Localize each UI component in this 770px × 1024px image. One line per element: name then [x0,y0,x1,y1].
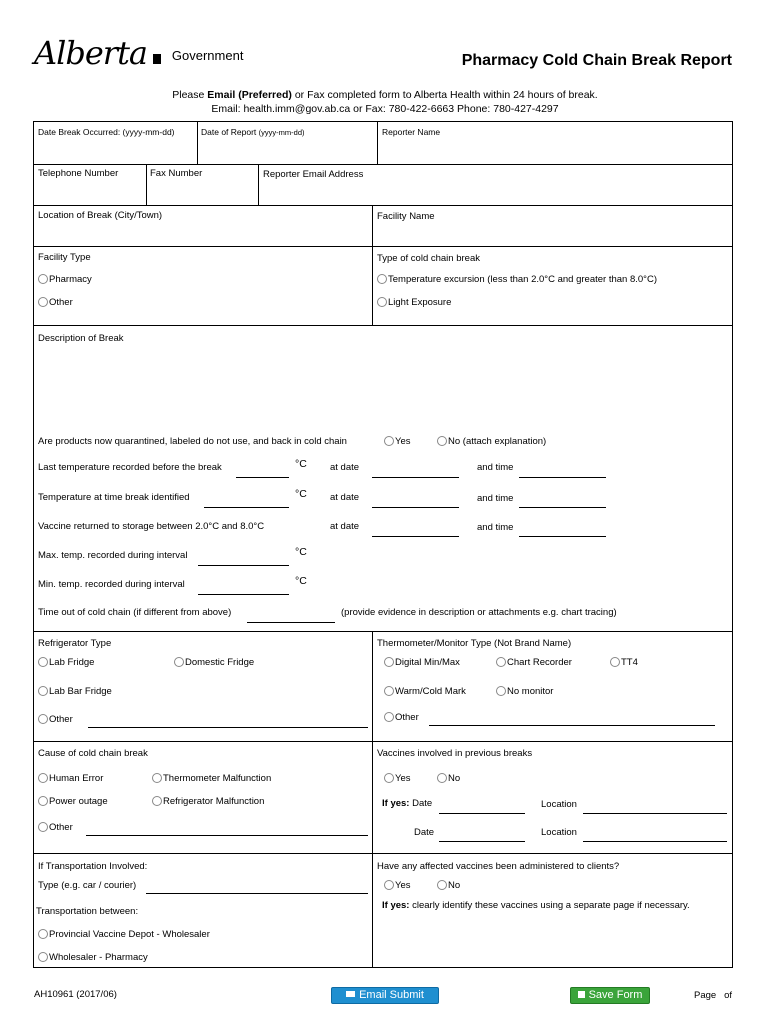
administered-note: If yes: clearly identify these vaccines using a separate page if necessary. [382,900,690,911]
max-temp-unit: °C [295,546,307,558]
time-out-label: Time out of cold chain (if different from above) [38,607,232,618]
facility-name-label: Facility Name [377,211,435,222]
email-submit-button[interactable]: Email Submit [331,987,439,1004]
last-temp-at-date: at date [330,462,360,473]
returned-time-field[interactable] [519,536,606,537]
min-temp-unit: °C [295,575,307,587]
human-error-radio[interactable] [38,773,48,783]
chart-recorder-label: Chart Recorder [507,657,572,668]
facility-other-label: Other [49,297,73,308]
facility-pharmacy-radio[interactable] [38,274,48,284]
last-temp-field[interactable] [236,477,289,478]
thermo-malfunction-label: Thermometer Malfunction [163,773,272,784]
last-temp-date-field[interactable] [372,477,459,478]
fridge-type-label: Refrigerator Type [38,638,112,649]
last-temp-unit: °C [295,458,307,470]
temp-at-break-field[interactable] [204,507,289,508]
tt4-label: TT4 [621,657,638,668]
previous-location-label-1: Location [541,799,577,810]
fridge-malfunction-radio[interactable] [152,796,162,806]
save-icon [578,991,585,998]
digital-radio[interactable] [384,657,394,667]
previous-date-field-1[interactable] [439,813,525,814]
lab-fridge-label: Lab Fridge [49,657,95,668]
previous-yes-label: Yes [395,773,411,784]
power-outage-radio[interactable] [38,796,48,806]
previous-breaks-label: Vaccines involved in previous breaks [377,748,533,759]
description-label: Description of Break [38,333,124,344]
break-temp-label: Temperature excursion (less than 2.0°C and greater than 8.0°C) [388,274,657,285]
quarantine-no-label: No (attach explanation) [448,436,547,447]
quarantine-yes-radio[interactable] [384,436,394,446]
power-outage-label: Power outage [49,796,108,807]
previous-no-radio[interactable] [437,773,447,783]
max-temp-field[interactable] [198,565,289,566]
returned-label: Vaccine returned to storage between 2.0°C and 8.0°C [38,521,265,532]
fridge-other-field[interactable] [88,727,368,728]
depot-wholesaler-radio[interactable] [38,929,48,939]
facility-type-label: Facility Type [38,252,91,263]
break-temp-radio[interactable] [377,274,387,284]
previous-no-label: No [448,773,461,784]
page-title: Pharmacy Cold Chain Break Report [461,52,732,69]
cause-other-field[interactable] [86,835,368,836]
transport-between-label: Transportation between: [36,906,139,917]
date-break-label: Date Break Occurred: (yyyy-mm-dd) [38,127,175,137]
form-code: AH10961 (2017/06) [34,989,117,1000]
cause-other-radio[interactable] [38,822,48,832]
max-temp-label: Max. temp. recorded during interval [38,550,188,561]
administered-yes-label: Yes [395,880,411,891]
last-temp-label: Last temperature recorded before the break [38,462,222,473]
domestic-fridge-radio[interactable] [174,657,184,667]
break-light-label: Light Exposure [388,297,452,308]
previous-date-label-2: Date [414,827,435,838]
depot-wholesaler-label: Provincial Vaccine Depot - Wholesaler [49,929,210,940]
thermo-other-radio[interactable] [384,712,394,722]
fax-label: Fax Number [150,168,203,179]
transport-type-field[interactable] [146,893,368,894]
temp-at-break-unit: °C [295,488,307,500]
administered-yes-radio[interactable] [384,880,394,890]
reporter-name-label: Reporter Name [382,127,441,137]
administered-label: Have any affected vaccines been administered to clients? [377,861,620,872]
min-temp-label: Min. temp. recorded during interval [38,579,185,590]
break-light-radio[interactable] [377,297,387,307]
returned-and-time: and time [477,522,514,533]
date-report-label: Date of Report (yyyy-mm-dd) [201,127,305,137]
human-error-label: Human Error [49,773,104,784]
quarantine-no-radio[interactable] [437,436,447,446]
no-monitor-radio[interactable] [496,686,506,696]
administered-no-radio[interactable] [437,880,447,890]
wholesaler-pharmacy-radio[interactable] [38,952,48,962]
quarantine-yes-label: Yes [395,436,411,447]
flag-icon [153,54,161,64]
evidence-note: (provide evidence in description or attachments e.g. chart tracing) [341,607,617,618]
thermo-other-label: Other [395,712,419,723]
envelope-icon [346,991,355,997]
alberta-logo: Alberta $^{Government}$ [34,34,244,72]
contact-info: Email: health.imm@gov.ab.ca or Fax: 780-422-6663 Phone: 780-427-4297 [211,103,559,115]
facility-pharmacy-label: Pharmacy [49,274,92,285]
quarantine-question: Are products now quarantined, labeled do not use, and back in cold chain [38,436,347,447]
previous-if-yes: If yes: Date [382,798,433,809]
min-temp-field[interactable] [198,594,289,595]
save-form-button[interactable]: Save Form [570,987,650,1004]
fridge-other-radio[interactable] [38,714,48,724]
description-field[interactable] [34,348,732,428]
administered-no-label: No [448,880,461,891]
transport-type-label: Type (e.g. car / courier) [38,880,137,891]
cause-other-label: Other [49,822,73,833]
lab-fridge-radio[interactable] [38,657,48,667]
temp-at-break-date-field[interactable] [372,507,459,508]
temp-at-break-time-field[interactable] [519,507,606,508]
wholesaler-pharmacy-label: Wholesaler - Pharmacy [49,952,148,963]
time-out-field[interactable] [247,622,335,623]
fridge-malfunction-label: Refrigerator Malfunction [163,796,265,807]
thermo-other-field[interactable] [429,725,715,726]
previous-date-field-2[interactable] [439,841,525,842]
previous-yes-radio[interactable] [384,773,394,783]
telephone-label: Telephone Number [38,168,119,179]
domestic-fridge-label: Domestic Fridge [185,657,255,668]
break-type-label: Type of cold chain break [377,253,480,264]
location-label: Location of Break (City/Town) [38,210,163,221]
previous-location-field-2[interactable] [583,841,727,842]
no-monitor-label: No monitor [507,686,554,697]
last-temp-time-field[interactable] [519,477,606,478]
page-label: Page of [694,990,733,1001]
reporter-email-label: Reporter Email Address [263,169,364,180]
last-temp-and-time: and time [477,462,514,473]
cause-label: Cause of cold chain break [38,748,148,759]
thermo-type-label: Thermometer/Monitor Type (Not Brand Name) [377,638,572,649]
chart-recorder-radio[interactable] [496,657,506,667]
lab-bar-fridge-label: Lab Bar Fridge [49,686,112,697]
fridge-other-label: Other [49,714,73,725]
lab-bar-fridge-radio[interactable] [38,686,48,696]
previous-location-label-2: Location [541,827,577,838]
previous-location-field-1[interactable] [583,813,727,814]
returned-at-date: at date [330,521,360,532]
temp-at-break-and-time: and time [477,493,514,504]
temp-at-break-at-date: at date [330,492,360,503]
warm-cold-radio[interactable] [384,686,394,696]
thermo-malfunction-radio[interactable] [152,773,162,783]
instructions: Please Email (Preferred) or Fax completed form to Alberta Health within 24 hours of break. [172,89,598,101]
facility-other-radio[interactable] [38,297,48,307]
temp-at-break-label: Temperature at time break identified [38,492,190,503]
digital-label: Digital Min/Max [395,657,460,668]
returned-date-field[interactable] [372,536,459,537]
warm-cold-label: Warm/Cold Mark [395,686,466,697]
transport-label: If Transportation Involved: [38,861,148,872]
tt4-radio[interactable] [610,657,620,667]
